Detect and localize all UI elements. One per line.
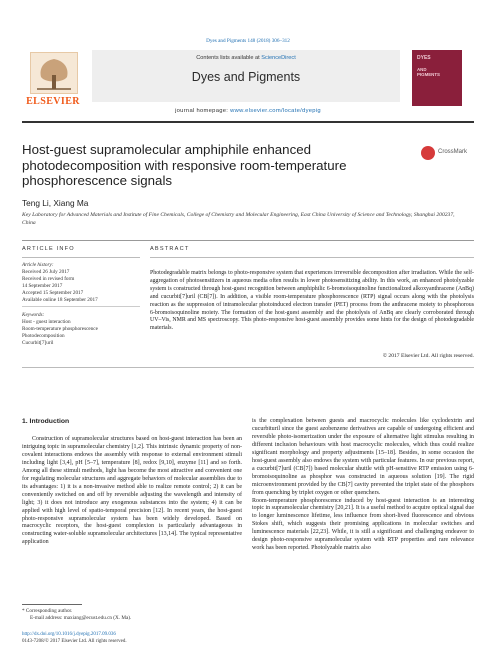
corresponding-author: * Corresponding author.: [22, 608, 73, 614]
homepage-prefix: journal homepage:: [175, 108, 231, 114]
crossmark-label: CrossMark: [438, 149, 468, 155]
abstract-heading: ABSTRACT: [150, 246, 190, 252]
footnote-rule: [22, 604, 82, 605]
article-identifiers: [22, 632, 272, 645]
article-title: Host-guest supramolecular amphiphile enhanced photodecomposition with responsive room-temperature phosphorescence signals: [22, 142, 347, 188]
journal-masthead: [22, 50, 474, 112]
journal-homepage: [0, 108, 496, 114]
intro-column-1: Construction of supramolecular structures based on host-guest interaction has been an intriguing topic in supramolecular chemistry [1,2]. This intrinsic dynamic property of non-covalent interactions endows the assembly with response to external environment stimuli including light [3,4], pH [5–7], temperature [8], redox [9,10], enzyme [11] and so forth. Among all these stimuli methods, light has become the most attractive and convenient one for regulating molecular structures and aggregate behaviors of molecular assemblies due to its advantages: 1) it is a non-invasive method able to realize remote control; 2) it can be conveniently switched on and off by reversible adjusting the wavelength and intensity of light; 3) it does not introduce any exogenous substances into the system; 4) it can be applied with high level of spatio-temporal precision [12]. In recent years, the host-guest photo-responsive supramolecular system has been widely developed. Based on macrocyclic receptors, the host-guest complexion is particularly advantageous in constructing water-soluble supramolecular architectures [13,14]. The typical representative application: [22, 436, 242, 546]
author-email[interactable]: E-mail address: maxiang@ecust.edu.cn (X. Ma).: [30, 615, 132, 621]
keywords-rule: [22, 306, 140, 307]
elsevier-logo[interactable]: [22, 52, 84, 106]
doi-link[interactable]: http://dx.doi.org/10.1016/j.dyepig.2017.09.036: [22, 632, 116, 637]
sciencedirect-link[interactable]: ScienceDirect: [261, 55, 296, 61]
homepage-link[interactable]: www.elsevier.com/locate/dyepig: [230, 108, 321, 114]
history-item: Received 26 July 2017: [22, 269, 70, 275]
author-list: Teng Li, Xiang Ma: [22, 198, 89, 208]
elsevier-tree-icon: [30, 52, 78, 94]
crossmark-icon: [421, 146, 435, 160]
keyword: Host - guest interaction: [22, 319, 71, 325]
elsevier-wordmark: ELSEVIER: [26, 96, 80, 107]
journal-cover-thumbnail[interactable]: [412, 50, 462, 106]
keyword: Cucurbit[7]uril: [22, 340, 54, 346]
affiliation: Key Laboratory for Advanced Materials and Institute of Fine Chemicals, College of Chemistry and Molecular Engineering, East China University of Science and Technology, Shanghai 200237, China: [22, 212, 455, 226]
abstract-bottom-rule: [22, 367, 474, 368]
journal-reference[interactable]: Dyes and Pigments 148 (2018) 306–312: [206, 38, 290, 44]
journal-name: Dyes and Pigments: [191, 70, 301, 84]
issn-copyright: 0143-7208/© 2017 Elsevier Ltd. All rights reserved.: [22, 638, 127, 644]
contents-line: [92, 55, 400, 61]
contents-prefix: Contents lists available at: [196, 55, 262, 61]
info-rule: [22, 257, 140, 258]
crossmark-badge[interactable]: [421, 146, 481, 162]
copyright: © 2017 Elsevier Ltd. All rights reserved.: [382, 353, 474, 359]
masthead-center: [92, 50, 400, 102]
keywords-label: Keywords:: [22, 312, 45, 318]
abstract-rule: [150, 257, 474, 258]
history-label: Article history:: [22, 262, 54, 268]
abstract-text: Photodegradable matrix belongs to photo-responsive system that experiences irreversible decomposition after irradiation. While the self-aggregation of photosensitizers in aqueous media often results in lower photosensitizing ability. In this work, an enhanced photolyzable system is constructed through host-guest recognition between amphiphilic 6-bromoisoquinoline functionalized alkoxyanthracene (AnBq) and cucurbit[7]uril (CB[7]). In addition, a visible room-temperature phosphorescence (RTP) signal occurs along with the photolysis reaction as the suppression of intramolecular photoinduced electron transfer (PET) process from the anthracene moiety to phosphorous 6-bromoisoquinoline moiety. The formation of the host-guest assembly and the photolysis of AnBq are clearly corroborated through UV–Vis, NMR and MS spectroscopy. This photo-responsive host-guest assembly provides some hints for the design of photodegradable materials.: [150, 270, 474, 332]
keyword: Room-temperature phosphorescence: [22, 326, 98, 332]
keyword: Photodecomposition: [22, 333, 65, 339]
cover-title-line2: AND PIGMENTS: [417, 67, 440, 77]
footnote: [22, 608, 242, 622]
header-rule: [22, 121, 474, 123]
keywords: [22, 312, 140, 347]
article-info-heading: ARTICLE INFO: [22, 246, 75, 252]
affiliation-rule: [22, 240, 474, 241]
history-item: Received in revised form: [22, 276, 75, 282]
article-history: [22, 262, 140, 304]
history-item: Available online 18 September 2017: [22, 297, 98, 303]
intro-column-2: is the complexation between guests and macrocyclic molecules like cyclodextrin and cucurbituril since the guest azobenzene derivatives are capable of undergoing efficient and reversible photo-isomerization under the exposure of alternative light stimulus resulting in different inclusion behaviours with host macrocyclic molecules, which thus could realize significant morphology and property adjustments [15–18]. Besides, in some occasion the host-guest assembly also endows the system with particular features. In our previous report, a cucurbit[7]uril (CB[7]) based molecular shuttle with pH-sensitive RTP emission using 6-bromoisoquinoline as phosphor was constructed in aqueous solution [19]. The rigid microenvironment provided by the CB[7] cavity prevented the triplet state of the phosphors from quenching by triplet oxygen or other quenchers. Room-temperature phosphorescence induced by host-guest interaction is an interesting topic in supramolecular chemistry [20,21]. It is a useful method to acquire optical signal due to longer luminescence lifetime, less influence from short-lived fluorescence and obvious Stokes shift, which suggests their promising applications in molecular switches and luminescence materials [22,23]. While, it is still a significant and challenging endeavor to design photo-responsive supramolecular system with RTP properties and rare relevance work has been reported. Photolyzable matrix also: [252, 418, 474, 552]
cover-title-line1: DYES: [417, 55, 431, 61]
section-heading: 1. Introduction: [22, 418, 70, 425]
history-item: 14 September 2017: [22, 283, 63, 289]
history-item: Accepted 15 September 2017: [22, 290, 84, 296]
